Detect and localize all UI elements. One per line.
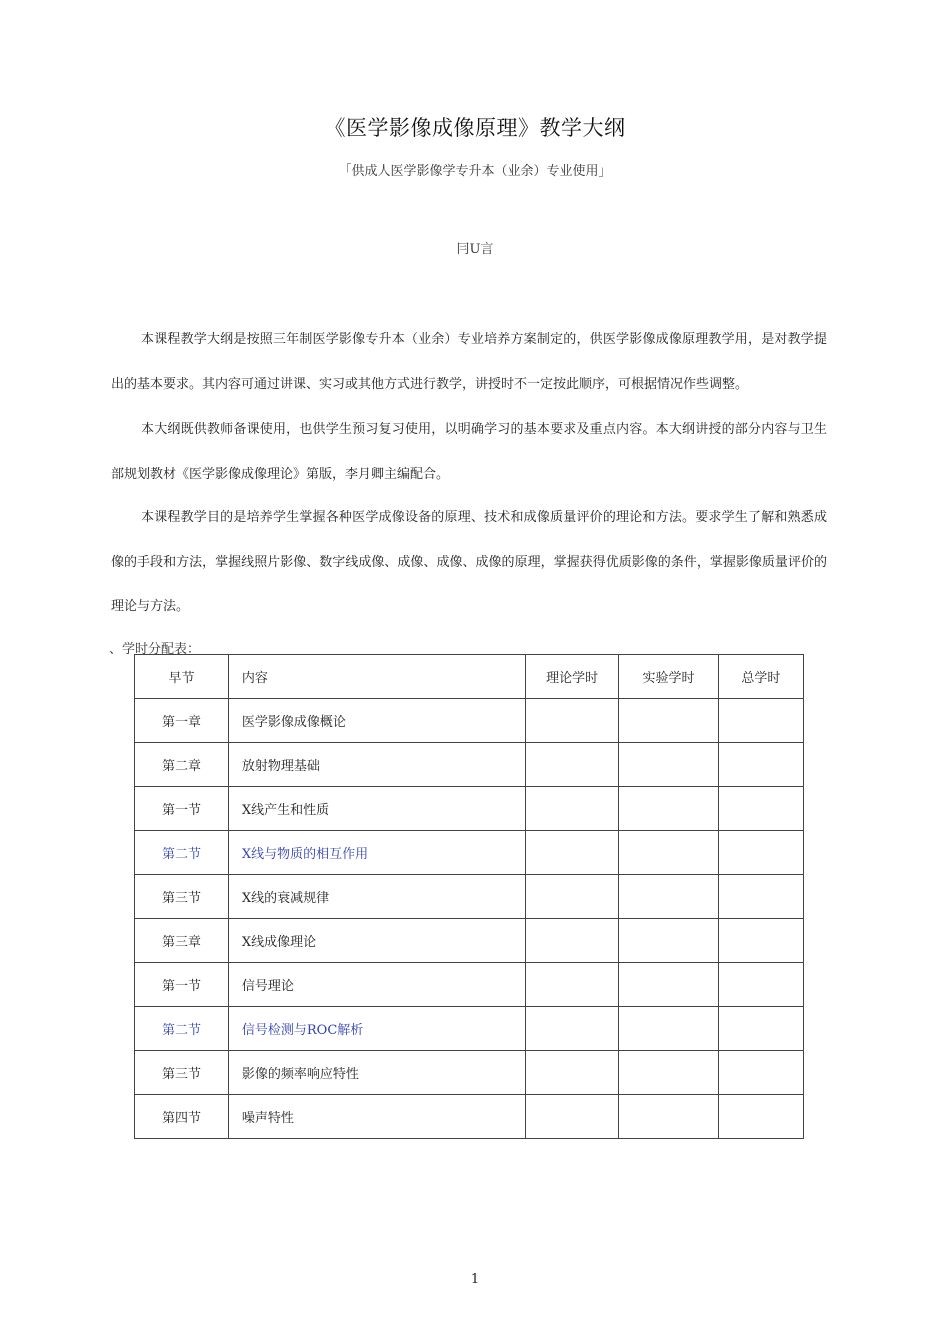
cell-total bbox=[718, 1007, 803, 1051]
cell-total bbox=[718, 1095, 803, 1139]
cell-content: 医学影像成像概论 bbox=[228, 699, 525, 743]
cell-lab bbox=[619, 919, 719, 963]
cell-lab bbox=[619, 787, 719, 831]
cell-theory bbox=[526, 787, 619, 831]
header-theory-hours: 理论学时 bbox=[526, 655, 619, 699]
cell-chapter: 第一节 bbox=[135, 787, 229, 831]
cell-content: X线的衰减规律 bbox=[228, 875, 525, 919]
table-row bbox=[135, 1095, 804, 1139]
cell-chapter: 第一节 bbox=[135, 963, 229, 1007]
paragraph-3 bbox=[111, 496, 827, 630]
cell-chapter: 第一章 bbox=[135, 699, 229, 743]
cell-theory bbox=[526, 1007, 619, 1051]
cell-lab bbox=[619, 875, 719, 919]
cell-total bbox=[718, 787, 803, 831]
table-caption: 、学时分配表： bbox=[109, 642, 201, 657]
table-row bbox=[135, 743, 804, 787]
cell-chapter: 第二章 bbox=[135, 743, 229, 787]
cell-content: X线产生和性质 bbox=[228, 787, 525, 831]
paragraph-1 bbox=[111, 318, 827, 407]
cell-total bbox=[718, 875, 803, 919]
cell-content-link[interactable]: X线与物质的相互作用 bbox=[228, 831, 525, 875]
cell-total bbox=[718, 699, 803, 743]
cell-theory bbox=[526, 1051, 619, 1095]
cell-content: 放射物理基础 bbox=[228, 743, 525, 787]
preface-heading: 冃U言 bbox=[456, 242, 494, 257]
cell-total bbox=[718, 831, 803, 875]
cell-theory bbox=[526, 875, 619, 919]
document-title: 《医学影像成像原理》教学大纲 bbox=[324, 116, 626, 140]
cell-theory bbox=[526, 743, 619, 787]
header-total-hours: 总学时 bbox=[718, 655, 803, 699]
table-row bbox=[135, 1051, 804, 1095]
header-lab-hours: 实验学时 bbox=[619, 655, 719, 699]
cell-lab bbox=[619, 963, 719, 1007]
cell-lab bbox=[619, 831, 719, 875]
cell-theory bbox=[526, 963, 619, 1007]
header-chapter: 早节 bbox=[135, 655, 229, 699]
cell-chapter-link[interactable]: 第二节 bbox=[135, 831, 229, 875]
table-row bbox=[135, 699, 804, 743]
cell-total bbox=[718, 1051, 803, 1095]
cell-content: 噪声特性 bbox=[228, 1095, 525, 1139]
cell-chapter: 第三节 bbox=[135, 875, 229, 919]
table-header-row bbox=[135, 655, 804, 699]
cell-content: X线成像理论 bbox=[228, 919, 525, 963]
cell-theory bbox=[526, 699, 619, 743]
cell-theory bbox=[526, 919, 619, 963]
table-row bbox=[135, 919, 804, 963]
cell-content-link[interactable]: 信号检测与ROC解析 bbox=[228, 1007, 525, 1051]
cell-total bbox=[718, 743, 803, 787]
page-number: 1 bbox=[470, 1272, 480, 1287]
paragraph-text: 本课程教学目的是培养学生掌握各种医学成像设备的原理、技术和成像质量评价的理论和方法。要求学生了解和熟悉成像的手段和方法，掌握线照片影像、数字线成像、成像、成像、成像的原理，掌握获得优质影像的条件，掌握影像质量评价的理论与方法。 bbox=[111, 510, 827, 614]
cell-total bbox=[718, 919, 803, 963]
cell-lab bbox=[619, 1051, 719, 1095]
paragraph-text: 本大纲既供教师备课使用，也供学生预习复习使用，以明确学习的基本要求及重点内容。本大纲讲授的部分内容与卫生部规划教材《医学影像成像理论》第版，李月卿主编配合。 bbox=[111, 422, 827, 482]
cell-lab bbox=[619, 743, 719, 787]
cell-theory bbox=[526, 1095, 619, 1139]
hours-allocation-table bbox=[134, 654, 804, 1139]
cell-chapter-link[interactable]: 第二节 bbox=[135, 1007, 229, 1051]
paragraph-text: 本课程教学大纲是按照三年制医学影像专升本（业余）专业培养方案制定的，供医学影像成像原理教学用，是对教学提出的基本要求。其内容可通过讲课、实习或其他方式进行教学，讲授时不一定按此顺序，可根据情况作些调整。 bbox=[111, 332, 827, 392]
table-row bbox=[135, 875, 804, 919]
cell-theory bbox=[526, 831, 619, 875]
cell-lab bbox=[619, 699, 719, 743]
table-row[interactable] bbox=[135, 831, 804, 875]
cell-chapter: 第三章 bbox=[135, 919, 229, 963]
table-row bbox=[135, 963, 804, 1007]
cell-chapter: 第三节 bbox=[135, 1051, 229, 1095]
cell-lab bbox=[619, 1095, 719, 1139]
cell-content: 信号理论 bbox=[228, 963, 525, 1007]
table-row bbox=[135, 787, 804, 831]
cell-total bbox=[718, 963, 803, 1007]
header-content: 内容 bbox=[228, 655, 525, 699]
cell-chapter: 第四节 bbox=[135, 1095, 229, 1139]
document-subtitle: 「供成人医学影像学专升本（业余）专业使用」 bbox=[338, 164, 612, 179]
paragraph-2 bbox=[111, 408, 827, 497]
cell-content: 影像的频率响应特性 bbox=[228, 1051, 525, 1095]
cell-lab bbox=[619, 1007, 719, 1051]
table-row[interactable] bbox=[135, 1007, 804, 1051]
